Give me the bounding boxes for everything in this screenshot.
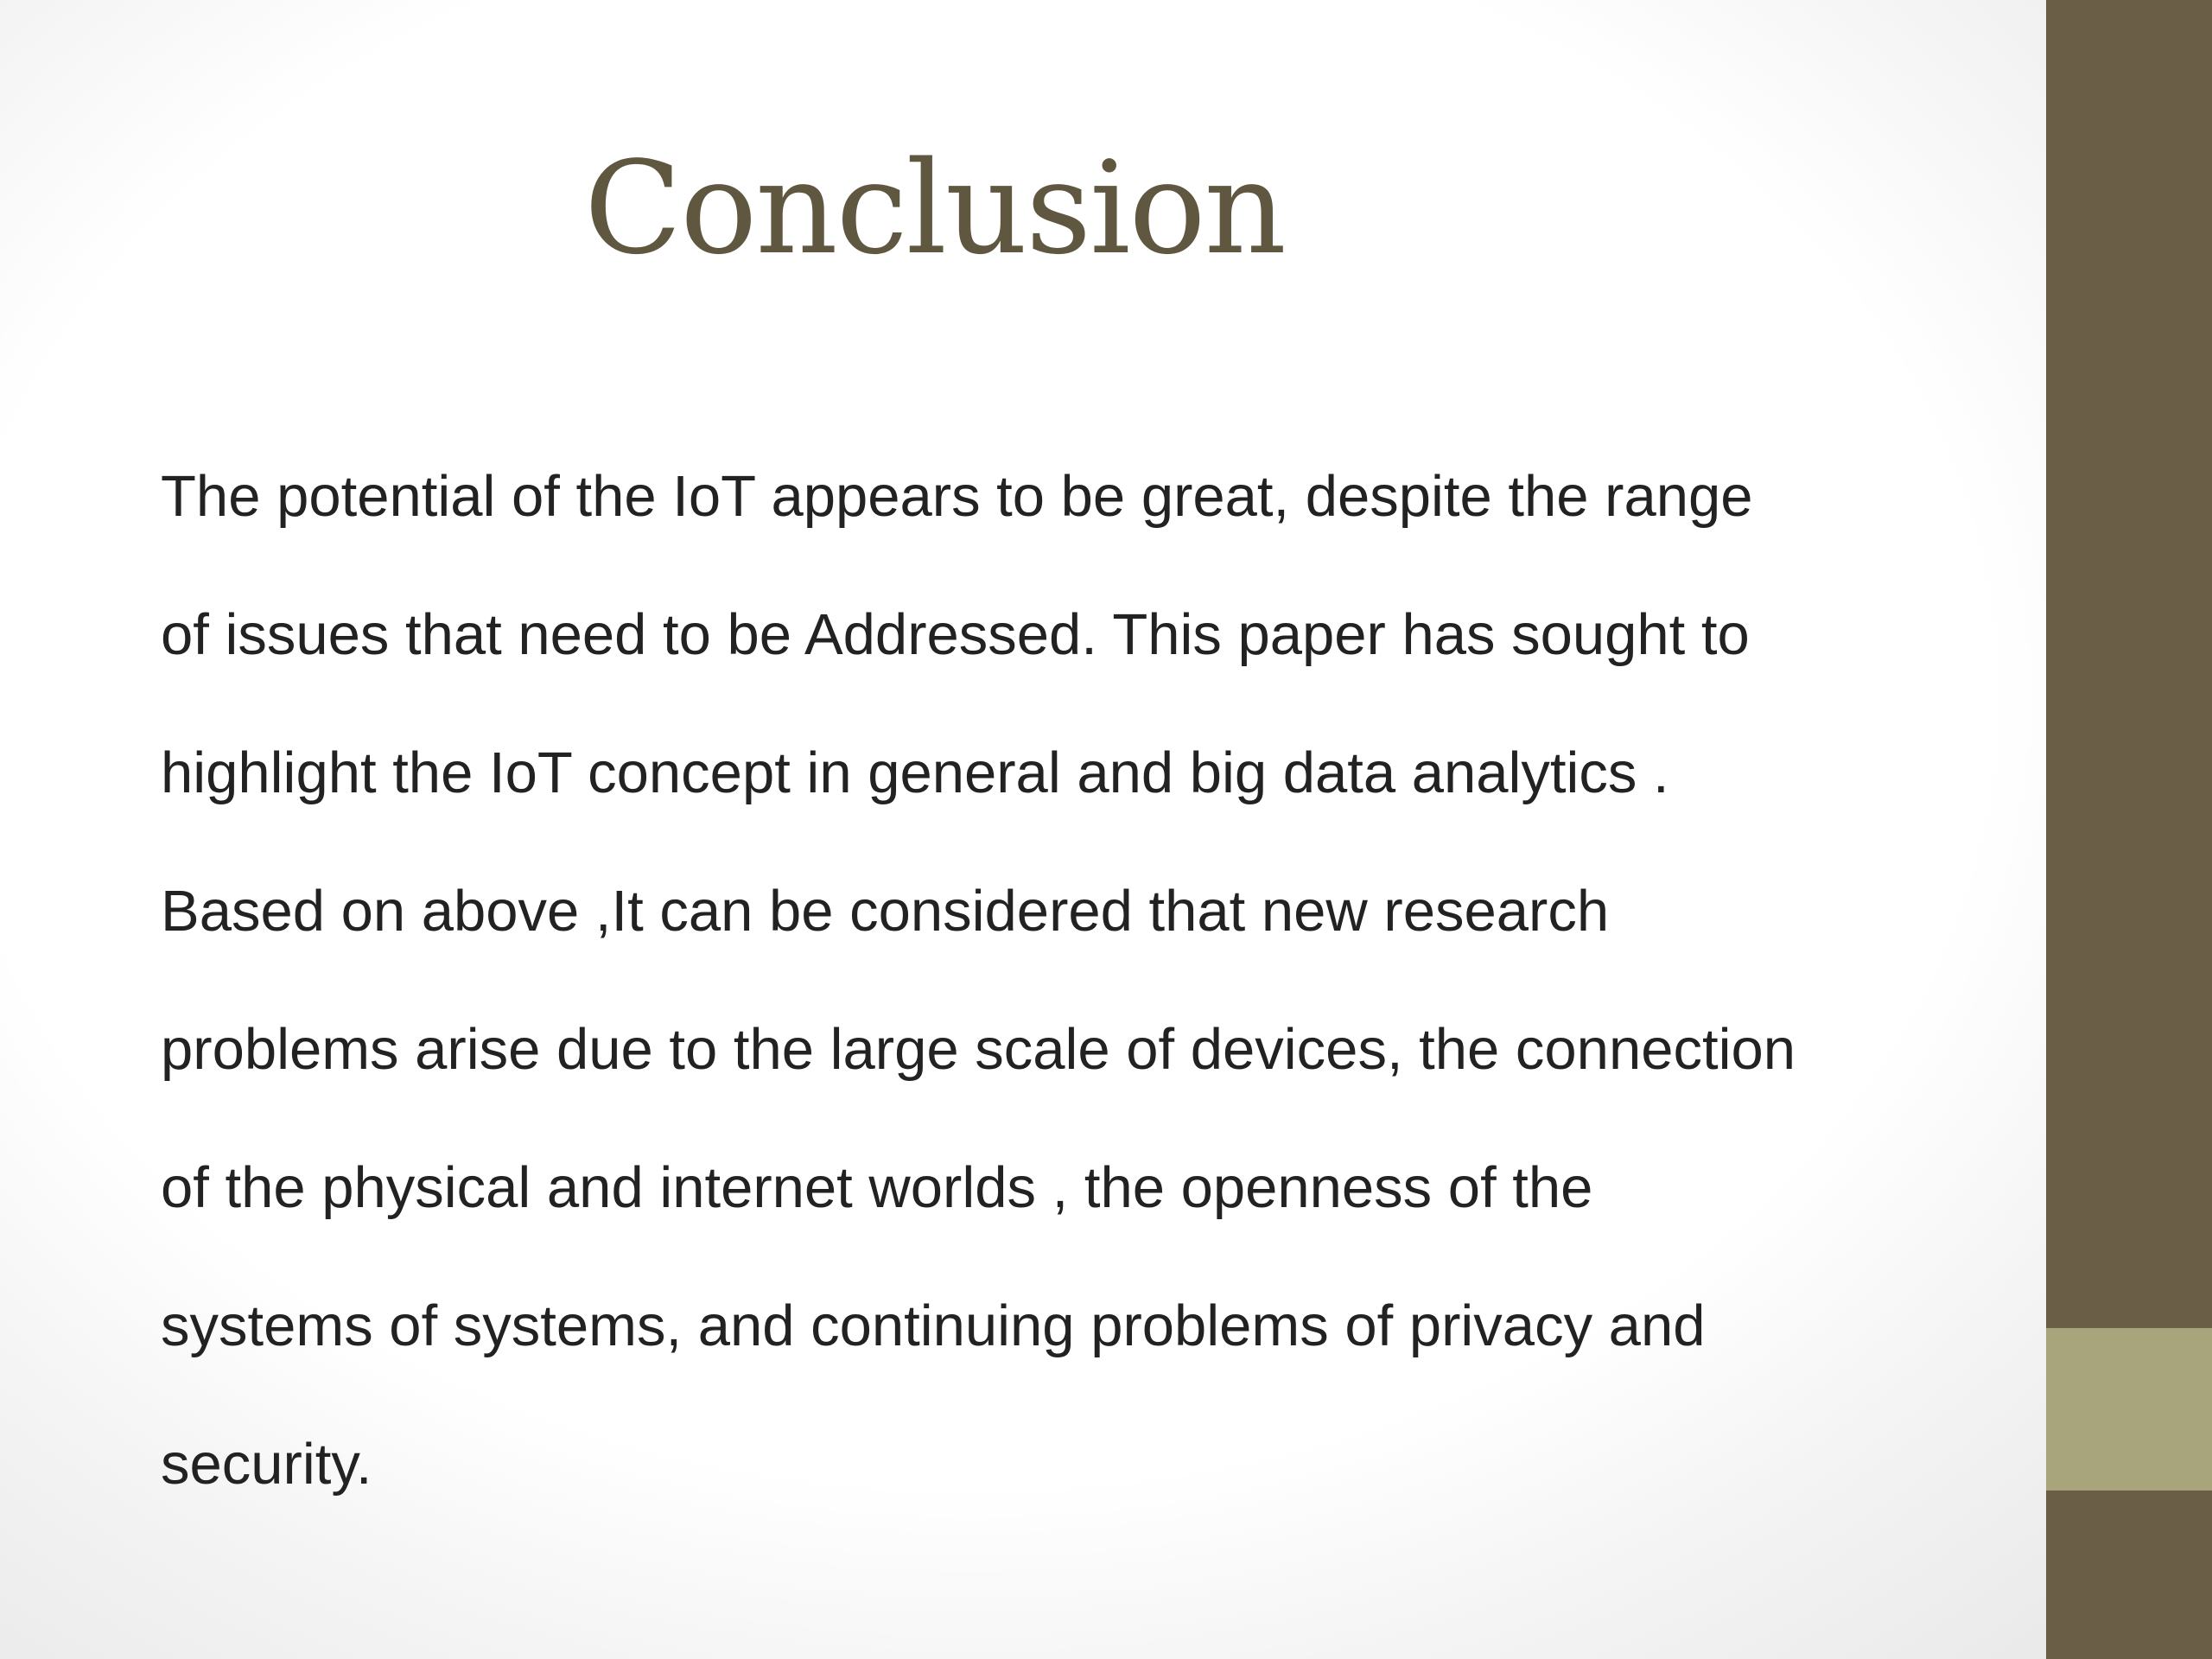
- body-line: Based on above ,It can be considered that new research: [161, 879, 1610, 944]
- body-line: problems arise due to the large scale of devices, the connection: [161, 1017, 1796, 1082]
- body-line: of the physical and internet worlds , the openness of the: [161, 1155, 1593, 1220]
- body-line: security.: [161, 1432, 372, 1497]
- body-line: highlight the IoT concept in general and big data analytics .: [161, 741, 1669, 805]
- decorative-side-bar-accent: [2046, 1328, 2212, 1491]
- body-line: The potential of the IoT appears to be great, despite the range: [161, 464, 1753, 529]
- decorative-side-bar: [2046, 0, 2212, 1659]
- body-line: systems of systems, and continuing problems of privacy and: [161, 1294, 1706, 1358]
- slide-title: Conclusion: [584, 134, 1285, 283]
- slide-body-text: [161, 428, 1975, 1534]
- body-line: of issues that need to be Addressed. This paper has sought to: [161, 602, 1750, 667]
